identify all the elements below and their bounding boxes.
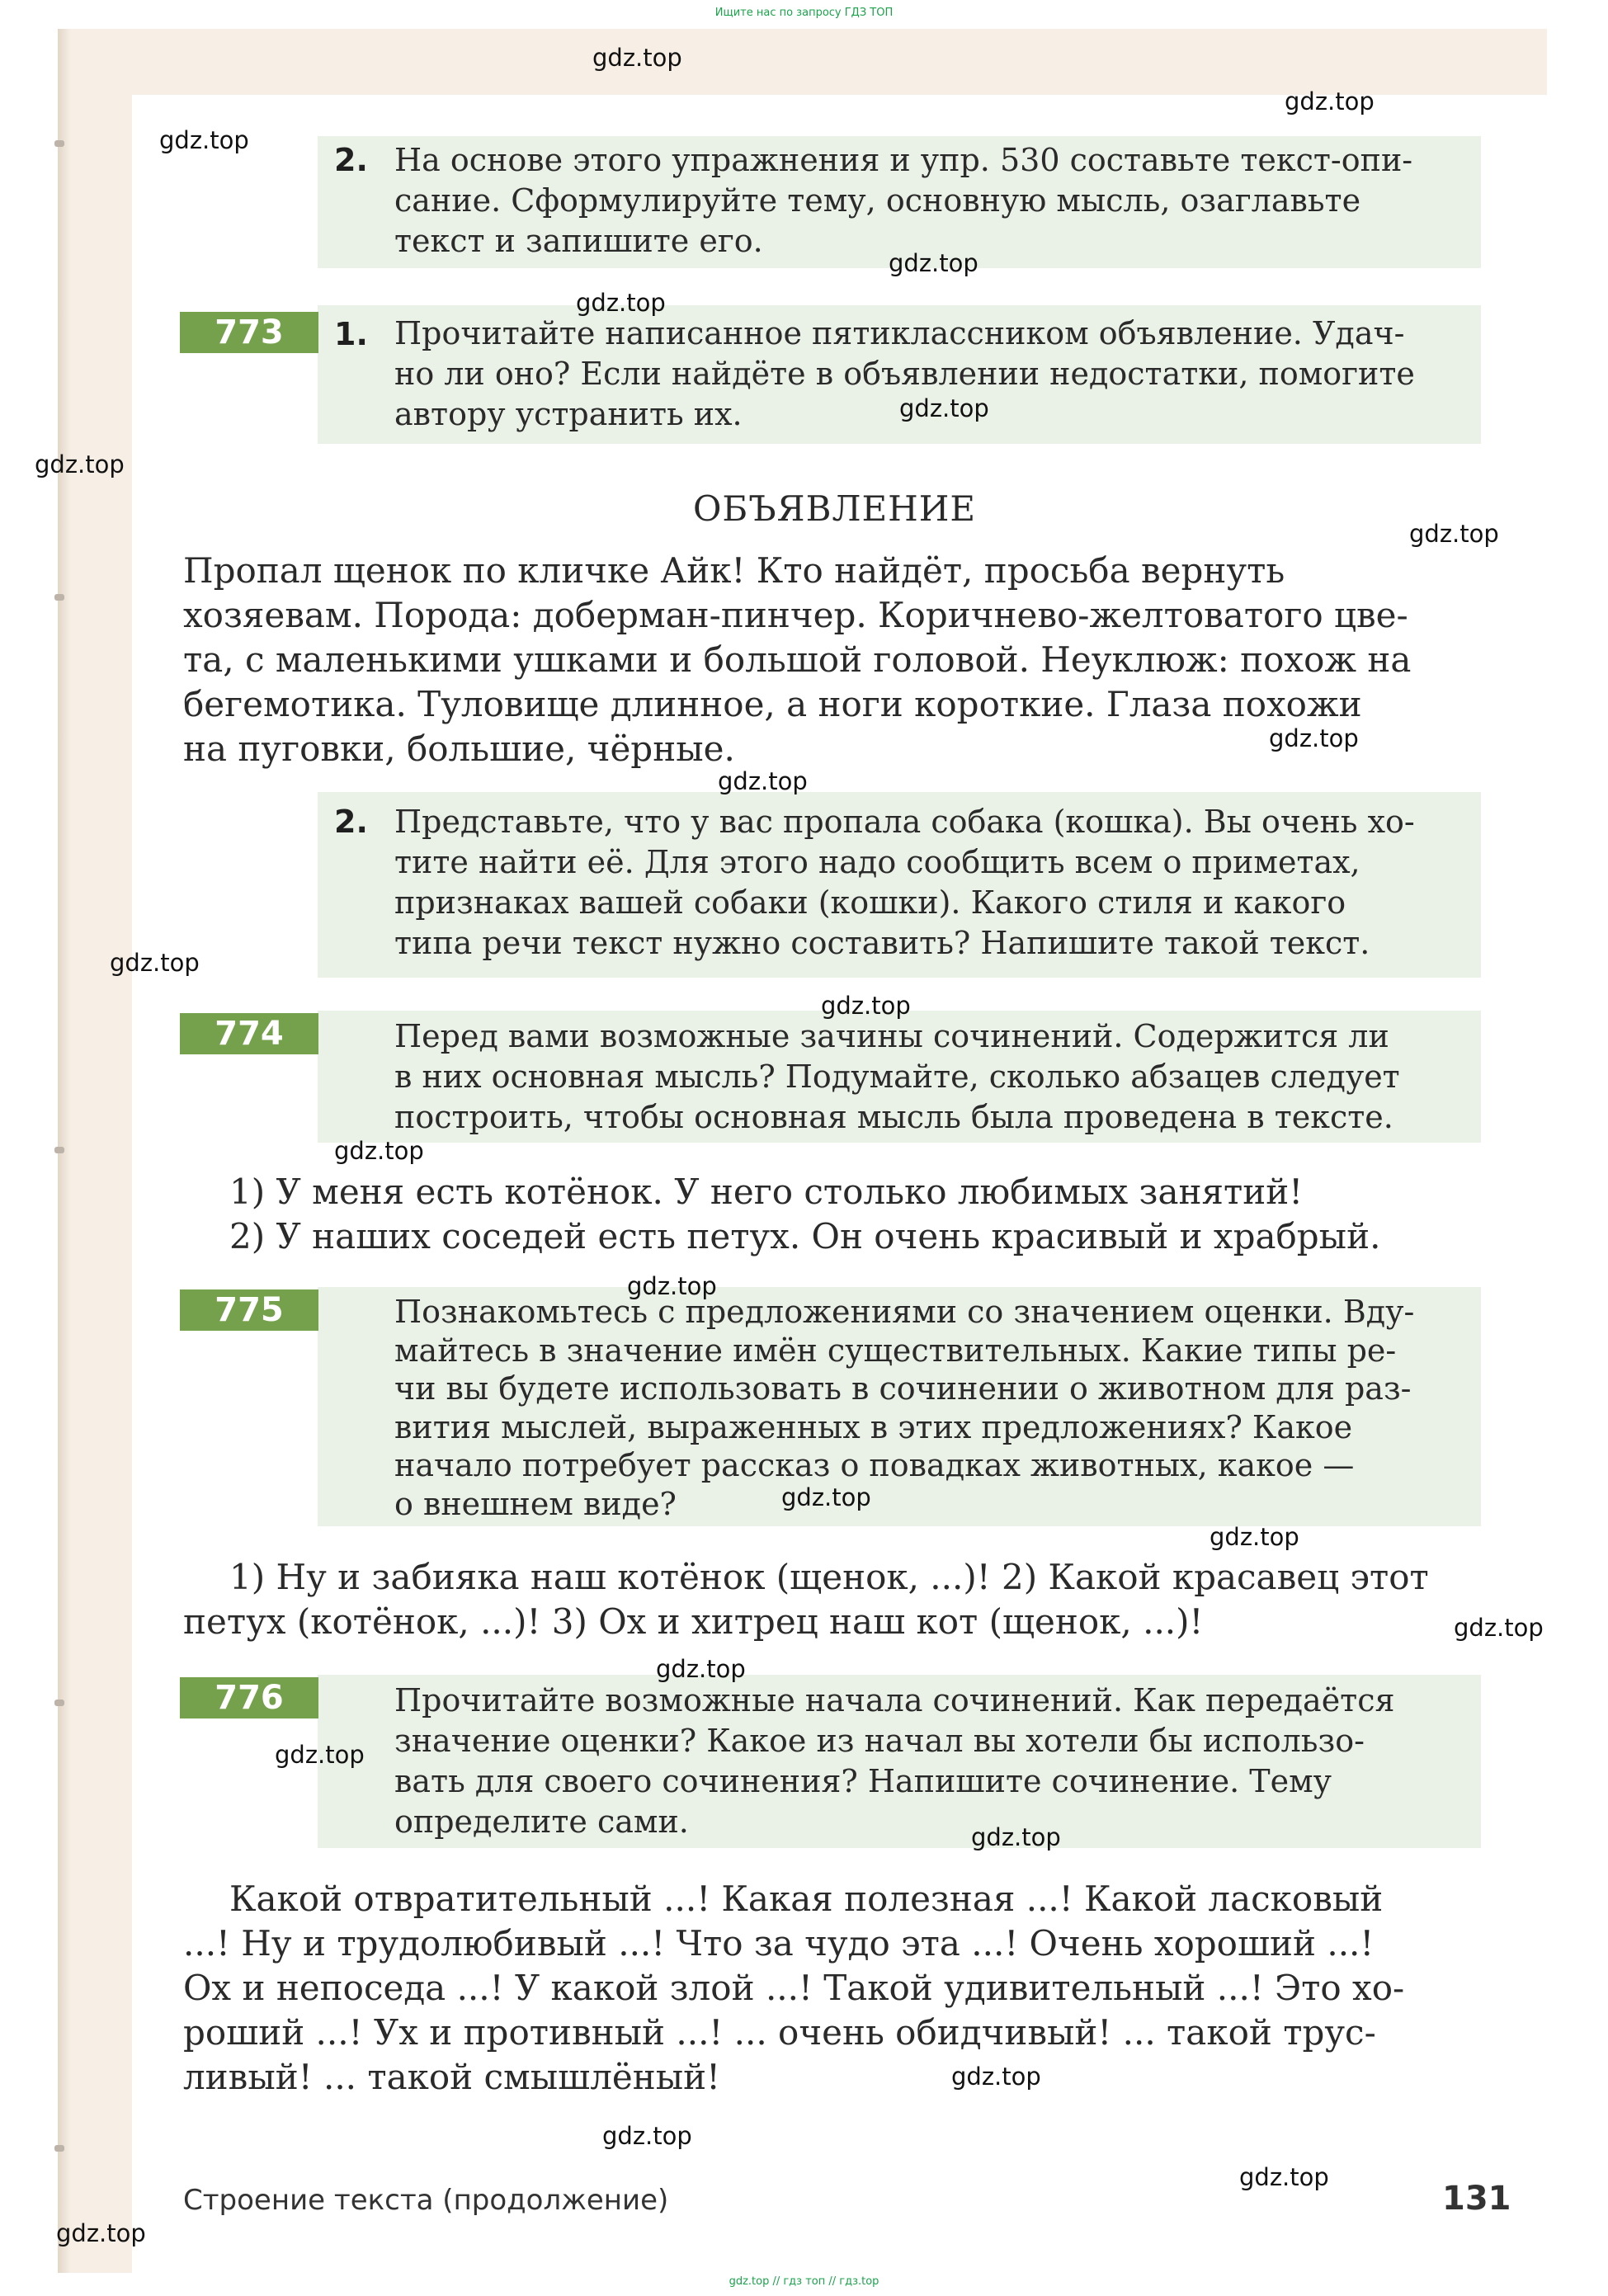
task-773-label: 773 <box>180 312 318 353</box>
task-773-part1-number: 1. <box>334 316 368 352</box>
task-773-part2-text: Представьте, что у вас пропала собака (кошка). Вы очень хо- тите найти её. Для этого надо сообщить всем о приметах, признаках вашей собаки (кошки). Какого стиля и какого типа речи текст нужно составить? Напишите такой текст. <box>394 804 1415 961</box>
top-search-link[interactable]: Ищите нас по запросу ГДЗ ТОП <box>714 7 894 19</box>
binding-hole <box>54 2145 64 2152</box>
binding-hole <box>54 1700 64 1706</box>
watermark: gdz.top <box>275 1741 365 1769</box>
binding-hole <box>54 140 64 147</box>
task-776-text: Прочитайте возможные начала сочинений. Как передаётся значение оценки? Какое из начал вы хотели бы использо- вать для своего сочинения? Напишите сочинение. Тему определите сами. <box>394 1682 1395 1840</box>
task-774-text: Перед вами возможные зачины сочинений. Содержится ли в них основная мысль? Подумайте, сколько абзацев следует построить, чтобы основная мысль была проведена в тексте. <box>394 1018 1400 1135</box>
watermark: gdz.top <box>576 289 666 317</box>
watermark: gdz.top <box>334 1137 424 1165</box>
watermark: gdz.top <box>781 1483 871 1511</box>
watermark: gdz.top <box>899 394 989 422</box>
footer-section-title: Строение текста (продолжение) <box>183 2184 669 2217</box>
watermark: gdz.top <box>592 44 682 72</box>
ad-heading: ОБЪЯВЛЕНИЕ <box>693 488 977 529</box>
watermark: gdz.top <box>1269 724 1359 752</box>
bottom-link[interactable]: gdz.top // гдз топ // гдз.top <box>729 2275 879 2288</box>
task-772-part2-number: 2. <box>334 142 368 178</box>
watermark: gdz.top <box>1409 520 1499 548</box>
task-775-label: 775 <box>180 1289 318 1331</box>
binding-hole <box>54 594 64 601</box>
ad-text: Пропал щенок по кличке Айк! Кто найдёт, просьба вернуть хозяевам. Порода: доберман-пинчер. Коричнево-желтоватого цве- та, с маленькими ушками и большой головой. Неуклюж: похож на бегемотика. Туловище длинное, а ноги короткие. Глаза похожи на пуговки, большие, чёрные. <box>183 550 1412 769</box>
watermark: gdz.top <box>602 2122 692 2150</box>
watermark: gdz.top <box>1454 1614 1544 1642</box>
watermark: gdz.top <box>1210 1523 1299 1551</box>
watermark: gdz.top <box>656 1655 746 1683</box>
watermark: gdz.top <box>1239 2163 1329 2191</box>
watermark: gdz.top <box>627 1272 717 1300</box>
watermark: gdz.top <box>35 450 125 479</box>
watermark: gdz.top <box>159 126 249 154</box>
watermark: gdz.top <box>821 992 911 1020</box>
task-774-examples: 1) У меня есть котёнок. У него столько любимых занятий! 2) У наших соседей есть петух. Он очень красивый и храбрый. <box>229 1172 1381 1256</box>
watermark: gdz.top <box>56 2219 146 2247</box>
watermark: gdz.top <box>110 949 200 977</box>
watermark: gdz.top <box>951 2063 1041 2091</box>
task-773-part2-number: 2. <box>334 804 368 840</box>
task-773-part1-text: Прочитайте написанное пятиклассником объявление. Удач- но ли оно? Если найдёте в объявлении недостатки, помогите автору устранить их. <box>394 315 1415 432</box>
binding-hole <box>54 1147 64 1153</box>
task-772-part2-text: На основе этого упражнения и упр. 530 составьте текст-опи- сание. Сформулируйте тему, основную мысль, озаглавьте текст и запишите его. <box>394 142 1413 259</box>
task-774-label: 774 <box>180 1013 318 1054</box>
task-775-examples: 1) Ну и забияка наш котёнок (щенок, ...)! 2) Какой красавец этот петух (котёнок, ...)! 3) Ох и хитрец наш кот (щенок, ...)! <box>183 1557 1429 1642</box>
watermark: gdz.top <box>889 249 978 277</box>
page-number: 131 <box>1442 2180 1511 2218</box>
watermark: gdz.top <box>971 1823 1061 1851</box>
task-776-label: 776 <box>180 1677 318 1718</box>
watermark: gdz.top <box>718 767 808 795</box>
task-776-examples: Какой отвратительный ...! Какая полезная ...! Какой ласковый ...! Ну и трудолюбивый ...! Что за чудо эта ...! Очень хороший ...! Ох и непоседа ...! У какой злой ...! Такой удивительный ...! Это хо- роший ...! Ух и противный ...! ... очень обидчивый! ... такой трус- ливый! ... такой смышлёный! <box>183 1879 1405 2097</box>
watermark: gdz.top <box>1285 87 1375 116</box>
task-775-text: Познакомьтесь с предложениями со значением оценки. Вду- майтесь в значение имён существительных. Какие типы ре- чи вы будете использовать в сочинении о животном для раз- вития мыслей, выраженных в этих предложениях? Какое начало потребует рассказ о повадках животных, какое — о внешнем виде? <box>394 1294 1415 1522</box>
